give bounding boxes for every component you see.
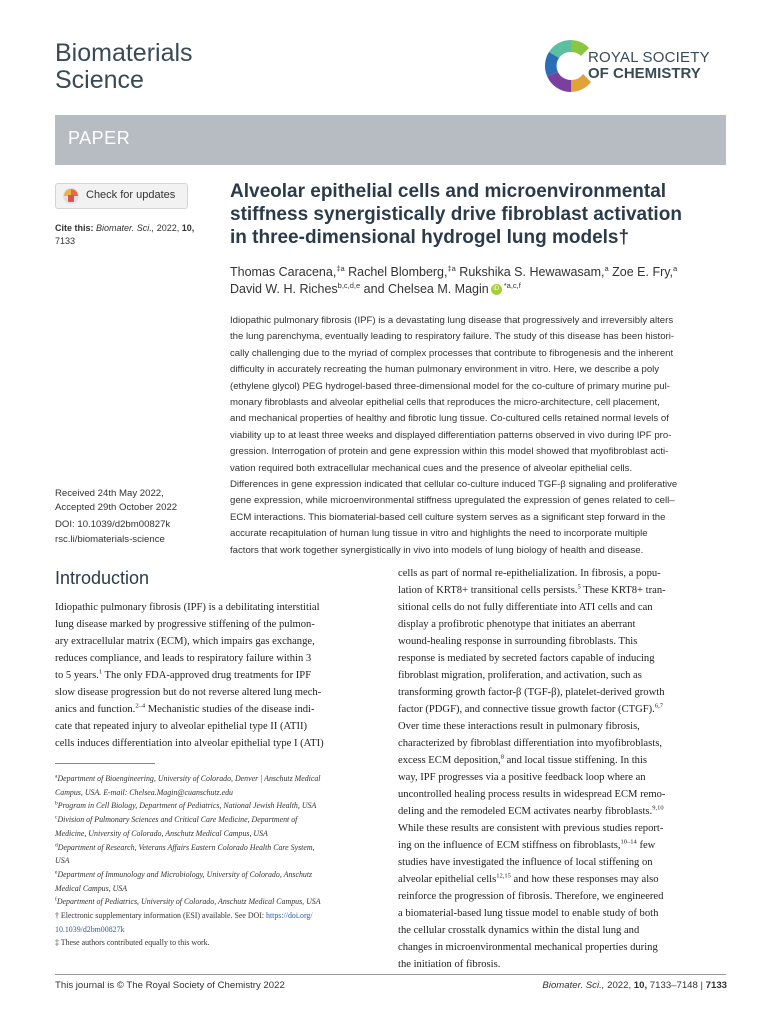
publisher-logo[interactable]: [541, 36, 731, 96]
body-text-line: [398, 956, 727, 973]
body-text-line: [398, 871, 727, 888]
affiliation-marker: a: [55, 773, 58, 780]
citation-info: [55, 222, 210, 248]
affiliation-text: Medicine, University of Colorado, Anschutz Medical Campus, USA: [55, 828, 268, 838]
citation-ref[interactable]: 8: [500, 753, 504, 761]
affiliation-line: [55, 868, 385, 882]
esi-link[interactable]: https://doi.org/: [266, 911, 313, 921]
article-type-label: PAPER: [68, 128, 131, 148]
body-column-right: [398, 565, 727, 973]
footnote-divider: [55, 763, 155, 764]
body-text: transforming growth factor-β (TGF-β), platelet-derived growth: [398, 687, 665, 698]
body-text-line: [55, 599, 382, 616]
body-text: sitional cells do not fully differentiate into ATI cells and can: [398, 602, 653, 613]
affiliation-list: [55, 772, 385, 909]
affiliations: [55, 772, 385, 950]
body-text-line: [55, 633, 382, 650]
footer-citation: [467, 980, 727, 991]
body-text: and local tissue stiffening. In this: [503, 755, 648, 766]
body-text: display a profibrotic phenotype that initiates an aberrant: [398, 619, 636, 630]
body-text-line: [55, 616, 382, 633]
body-text: Idiopathic pulmonary fibrosis (IPF) is a debilitating interstitial: [55, 602, 320, 613]
affiliation-line: [55, 882, 385, 896]
footer-year: 2022,: [604, 980, 634, 991]
body-text: reduces compliance, and leads to respiratory failure within 3: [55, 653, 312, 664]
abstract-line: ECM interactions. This biomaterial-based cell culture system serves as a significant step forward in the: [230, 511, 666, 523]
body-text: deling and the remodeled ECM activates nearby fibroblasts.: [398, 806, 653, 817]
affiliation-marker: c: [55, 814, 58, 821]
body-text: the cellular crosstalk dynamics within the distal lung and: [398, 925, 640, 936]
journal-name-line1: Biomaterials: [55, 39, 193, 67]
body-text-line: [398, 803, 727, 820]
abstract-line: (ethylene glycol) PEG hydrogel-based three-dimensional model for the co-culture of primary murine pul-: [230, 380, 670, 392]
section-heading-introduction: Introduction: [55, 568, 150, 588]
affiliation-text: Division of Pulmonary Sciences and Critical Care Medicine, Department of: [57, 815, 298, 825]
body-text: These KRT8+ tran-: [580, 585, 666, 596]
abstract-line: accurate recapitulation of human lung tissue in vitro and highlights the need to incorporate multiple: [230, 528, 648, 540]
abstract-line: factors that work together synergistically in vivo into models of lung biology of health and disease.: [230, 544, 644, 556]
affiliation-text: Medical Campus, USA: [55, 883, 128, 893]
body-text-line: [398, 854, 727, 871]
esi-link[interactable]: 10.1039/d2bm00827k: [55, 924, 125, 934]
cite-volume: 10,: [181, 223, 195, 233]
body-text: factor (PDGF), and connective tissue growth factor (CTGF).: [398, 704, 655, 715]
body-text-line: [398, 735, 727, 752]
citation-ref[interactable]: 6,7: [654, 702, 663, 710]
journal-name-line2: Science: [55, 66, 144, 94]
publisher-line2: OF CHEMISTRY: [588, 65, 701, 82]
body-text: changes in microenvironmental mechanical properties during: [398, 942, 658, 953]
author-affiliation: ‡a: [447, 263, 456, 273]
body-text: cells as part of normal re-epithelialization. In fibrosis, a popu-: [398, 568, 661, 579]
footer-journal: Biomater. Sci.,: [542, 980, 605, 991]
affiliation-marker: e: [55, 869, 58, 876]
check-for-updates-label: Check for updates: [86, 189, 176, 201]
abstract-line: and mechanical properties of healthy and fibrotic lung tissue. Co-cultured cells retained normal levels of: [230, 413, 669, 425]
body-text-line: [398, 582, 727, 599]
body-text: fibroblast migration, proliferation, and activation, such as: [398, 670, 642, 681]
body-text: ary extracellular matrix (ECM), which impairs gas exchange,: [55, 636, 315, 647]
body-text-line: [398, 718, 727, 735]
body-text-line: [55, 735, 382, 752]
author-name[interactable]: Rachel Blomberg,: [344, 265, 448, 279]
affiliation-line: [55, 772, 385, 786]
body-text-line: [55, 684, 382, 701]
body-text-line: [398, 888, 727, 905]
body-text: and how these responses may also: [510, 874, 659, 885]
check-for-updates-button[interactable]: [55, 183, 188, 209]
affiliation-line: [55, 854, 385, 868]
body-text-line: [398, 616, 727, 633]
article-title: [230, 180, 720, 249]
affiliation-text: USA: [55, 856, 70, 866]
abstract: [230, 313, 722, 559]
affiliation-text: Campus, USA. E-mail: Chelsea.Magin@cuanschutz.edu: [55, 787, 233, 797]
affiliation-marker: f: [55, 896, 57, 903]
citation-ref[interactable]: 1: [98, 668, 103, 676]
body-text-line: [398, 684, 727, 701]
esi-text: † Electronic supplementary information (ESI) available. See DOI:: [55, 911, 267, 921]
abstract-line: gression. Interrogation of protein and gene expression within this model showed that myofibroblast acti-: [230, 446, 669, 458]
body-text: cells induces differentiation into alveolar epithelial type I (ATI): [55, 738, 324, 749]
author-name[interactable]: and Chelsea M. Magin: [360, 282, 489, 296]
body-text-line: [398, 786, 727, 803]
footer-pages: 7133–7148: [647, 980, 698, 991]
affiliation-line: [55, 799, 385, 813]
check-updates-icon: [62, 187, 80, 205]
author-affiliation: a: [673, 263, 678, 273]
cite-year: 2022,: [156, 223, 180, 233]
abstract-line: vation required both extracellular mechanical cues and the presence of alveolar epithelial cells.: [230, 462, 633, 474]
body-text-line: [398, 905, 727, 922]
esi-note: [55, 909, 385, 923]
author-affiliation: a: [604, 263, 609, 273]
footer-volume: 10,: [633, 980, 648, 991]
body-text: a biomaterial-based lung tissue model to enable study of both: [398, 908, 659, 919]
author-name[interactable]: Zoe E. Fry,: [608, 265, 674, 279]
abstract-line: viability up to at least three weeks and displayed differentiation patterns observed in vivo during IPF pro-: [230, 429, 672, 441]
body-text-line: [398, 922, 727, 939]
cite-label: Cite this:: [55, 223, 94, 233]
body-text-line: [55, 667, 382, 684]
body-text-line: [398, 565, 727, 582]
affiliation-line: [55, 827, 385, 841]
body-text: cate that repeated injury to alveolar epithelial type II (ATII): [55, 721, 308, 732]
author-name[interactable]: Rukshika S. Hewawasam,: [455, 265, 605, 279]
affiliation-text: Department of Pediatrics, University of Colorado, Anschutz Medical Campus, USA: [56, 897, 321, 907]
author-affiliation: ‡a: [336, 263, 345, 273]
affiliation-text: Department of Immunology and Microbiology, University of Colorado, Anschutz: [57, 869, 313, 879]
affiliation-line: [55, 786, 385, 800]
affiliation-text: Department of Research, Veterans Affairs Eastern Colorado Health Care System,: [57, 842, 315, 852]
body-text: anics and function.: [55, 704, 136, 715]
title-line: Alveolar epithelial cells and microenvironmental: [230, 181, 667, 202]
author-affiliation: b,c,d,e: [337, 280, 361, 290]
abstract-line: monary fibroblasts and alveolar epithelial cells that reproduces the micro-architecture, cell placement,: [230, 397, 660, 409]
affiliation-marker: b: [55, 800, 58, 807]
cite-journal: Biomater. Sci.,: [96, 223, 155, 233]
affiliation-line: [55, 841, 385, 855]
citation-ref[interactable]: 10–14: [620, 838, 637, 846]
body-text-line: [398, 599, 727, 616]
body-text-line: [55, 650, 382, 667]
author-name[interactable]: Thomas Caracena,: [230, 265, 337, 279]
body-text: slow disease progression but do not reverse altered lung mech-: [55, 687, 322, 698]
affiliation-text: Department of Bioengineering, University of Colorado, Denver | Anschutz Medical: [57, 774, 321, 783]
body-text: lation of KRT8+ transitional cells persists.: [398, 585, 578, 596]
orcid-icon[interactable]: iD: [491, 284, 502, 295]
affiliation-line: [55, 895, 385, 909]
body-text: lung disease marked by progressive stiffening of the pulmon-: [55, 619, 315, 630]
abstract-line: Idiopathic pulmonary fibrosis (IPF) is a devastating lung disease that progressively and irreversibly alters: [230, 315, 674, 326]
body-text: way, IPF progresses via a positive feedback loop where an: [398, 772, 646, 783]
accepted-date: Accepted 29th October 2022: [55, 502, 178, 513]
abstract-line: gene expression, while microenvironmental stiffness upregulated the expression of genes related to cell–: [230, 495, 675, 507]
body-text-line: [55, 701, 382, 718]
abstract-line: difficulty in accurately recreating the human pulmonary environment in vitro. Here, we describe a poly: [230, 364, 660, 376]
body-text-line: [398, 701, 727, 718]
citation-ref[interactable]: 2–4: [135, 702, 146, 710]
body-text-line: [398, 820, 727, 837]
body-column-left: [55, 599, 382, 752]
journal-link[interactable]: rsc.li/biomaterials-science: [55, 534, 165, 545]
body-text: response is mediated by secreted factors capable of inducing: [398, 653, 655, 664]
title-line: in three-dimensional hydrogel lung models†: [230, 227, 630, 248]
body-text: reinforce the progression of fibrosis. Therefore, we engineered: [398, 891, 664, 902]
body-text-line: [55, 718, 382, 735]
body-text-line: [398, 939, 727, 956]
body-text-line: [398, 667, 727, 684]
abstract-line: the lung parenchyma, eventually leading to respiratory failure. The study of this disease has been histori-: [230, 331, 675, 343]
title-line: stiffness synergistically drive fibroblast activation: [230, 204, 682, 225]
body-text-line: [398, 752, 727, 769]
body-text: ing on the influence of ECM stiffness on fibroblasts,: [398, 840, 621, 851]
body-text: Over time these interactions result in pulmonary fibrosis,: [398, 721, 640, 732]
body-text: While these results are consistent with previous studies report-: [398, 823, 664, 834]
abstract-line: Differences in gene expression indicated that cellular co-culture induced TGF-β signaling and proliferative: [230, 479, 678, 491]
body-text: the initiation of fibrosis.: [398, 959, 501, 970]
affiliation-line: [55, 813, 385, 827]
author-name[interactable]: David W. H. Riches: [230, 282, 338, 296]
article-history: [55, 487, 220, 532]
body-text: uncontrolled healing process results in widespread ECM remo-: [398, 789, 666, 800]
body-text-line: [398, 633, 727, 650]
article-type-banner: [55, 115, 726, 165]
author-affiliation: *a,c,f: [503, 280, 521, 290]
footer-divider: [55, 974, 726, 975]
abstract-line: cally challenging due to the myriad of complex processes that contribute to fibrogenesis and the inherent: [230, 347, 674, 359]
citation-ref[interactable]: 12,15: [496, 872, 511, 880]
body-text-line: [398, 769, 727, 786]
body-text: excess ECM deposition,: [398, 755, 501, 766]
cite-page: 7133: [55, 236, 76, 246]
page-number: 7133: [705, 980, 727, 991]
article-doi[interactable]: DOI: 10.1039/d2bm00827k: [55, 519, 171, 530]
publisher-line1: ROYAL SOCIETY: [588, 49, 710, 66]
citation-ref[interactable]: 9,10: [652, 804, 664, 812]
author-list: [230, 264, 720, 298]
body-text: Mechanistic studies of the disease indi-: [145, 704, 315, 715]
journal-name: [55, 40, 193, 94]
affiliation-marker: d: [55, 841, 58, 848]
footer-copyright: This journal is © The Royal Society of Chemistry 2022: [55, 980, 285, 991]
body-text: wound-healing response in surrounding fibroblasts. This: [398, 636, 638, 647]
received-date: Received 24th May 2022,: [55, 488, 164, 499]
citation-ref[interactable]: 5: [577, 583, 581, 591]
body-text: characterized by fibroblast differentiation into myofibroblasts,: [398, 738, 662, 749]
footer-separator: |: [697, 980, 706, 991]
body-text: The only FDA-approved drug treatments for IPF: [102, 670, 312, 681]
body-text-line: [398, 650, 727, 667]
body-text: to 5 years.: [55, 670, 99, 681]
affiliation-text: Program in Cell Biology, Department of Pediatrics, National Jewish Health, USA: [57, 801, 317, 811]
body-text: few: [636, 840, 656, 851]
body-text: studies have investigated the influence of local stiffening on: [398, 857, 653, 868]
equal-contribution-note: ‡ These authors contributed equally to this work.: [55, 938, 210, 948]
body-text: alveolar epithelial cells: [398, 874, 497, 885]
body-text-line: [398, 837, 727, 854]
